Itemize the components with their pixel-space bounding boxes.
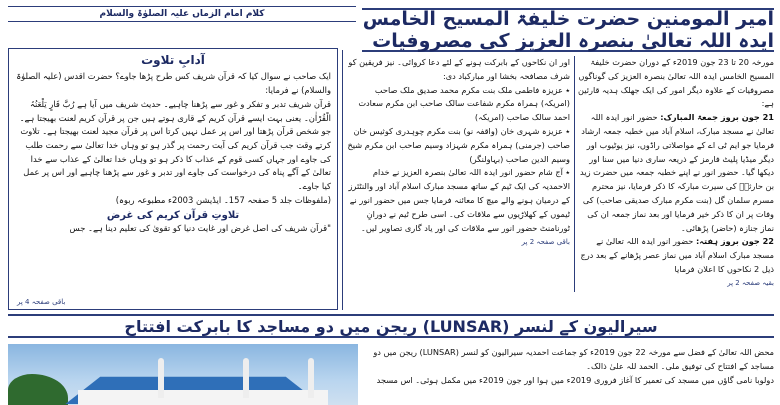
quote-header-bar: کلام امام الزماں علیہ الصلوٰۃ والسلام <box>8 6 356 22</box>
article-paragraph: دولوبا نامی گاؤں میں مسجد کی تعمیر کا آغاز فروری 2019ء میں ہوا اور جون 2019ء میں مکمل ہوئی۔ اس مسجد <box>376 374 774 385</box>
friday-text: حضور انور ایدہ اللہ تعالیٰ نے مسجد مبارک، اسلام آباد میں خطبہ جمعہ ارشاد فرمایا جو ایم ٹی اے کے مواصلاتی راڈوں، نیز یوٹیوب اور دیگر میڈیا پلیٹ فارمز کے ذریعہ ساری دنیا میں سنا اور دیکھا گیا۔ حضور انور نے اپنے خطبہ جمعہ میں حضرت زید بن حارثہؓ کی سیرت مبارکہ کا ذکر فرمایا، نیز محترم مسرم سلمان گل (بنت مکرم مبارک صدیقی صاحب) کی وفات پر ان کا ذکر خیر فرمایا اور بعد نماز جمعہ ان کی نماز جنازہ (حاضر) پڑھائی۔ <box>580 112 774 233</box>
saturday-text: حضور انور ایدہ اللہ تعالیٰ نے مسجد مبارک اسلام آباد میں نماز عصر پڑھانے کے بعد درج ذیل 2 نکاحوں کا اعلان فرمایا <box>580 236 774 274</box>
article-paragraph: محض اللہ تعالیٰ کے فضل سے مورخہ 22 جون 2019ء کو جماعت احمدیہ سیرالیون کو لنسر (LUNSAR) ریجن میں دو مساجد کے افتتاح کی توفیق ملی۔ الحمد للہ علیٰ ذالک۔ <box>373 347 774 371</box>
nikah-intro: اور ان نکاحوں کے بابرکت ہونے کے لئے دعا کروائی۔ نیز فریقین کو شرف مصافحہ بخشا اور مبارکباد دی: <box>348 57 570 81</box>
tilawat-title: آدابِ تلاوت <box>141 53 205 67</box>
middle-column <box>346 56 570 292</box>
continued-note: بقیہ صفحہ 2 پر <box>727 278 774 287</box>
friday-entry <box>578 111 774 235</box>
tilawat-question: ایک صاحب نے سوال کیا کہ قرآن شریف کس طرح پڑھا جاوے؟ حضرت اقدس (علیہ الصلوٰۃ والسلام) نے فرمایا: <box>16 71 331 95</box>
column-divider <box>342 50 343 310</box>
friday-label: 21 جون بروز جمعۃ المبارک: <box>660 112 774 123</box>
minaret <box>308 358 314 398</box>
continued-note: باقی صفحہ 2 پر <box>521 238 570 247</box>
mosque-wall <box>78 390 328 405</box>
tilawat-box <box>8 48 338 310</box>
article-body <box>366 346 774 405</box>
tilawat-answer: قرآن شریف تدبر و تفکر و غور سے پڑھنا چاہیے۔ حدیث شریف میں آیا ہے رُبَّ قَارٍ یَلْعَنُہُ الْقُرْاٰن۔ یعنی بہت ایسے قرآن کریم کے قاری ہوتے ہیں جن پر قرآن کریم لعنت بھیجتا ہے۔ جو شخص قرآن پڑھتا اور اس پر عمل نہیں کرتا اس پر قرآن مجید لعنت بھیجتا ہے۔ تلاوت کرتے وقت جب قرآن کریم کی آیت رحمت پر گذر ہو تو وہاں خدا تعالیٰ سے رحمت طلب کی جاوے اور جہاں کسی قوم کے عذاب کا ذکر ہو تو وہاں خدا تعالیٰ کے عذاب سے خدا تعالیٰ کے آگے پناہ کی درخواست کی جاوے اور تدبر و غور سے پڑھنا چاہیے اور اس پر عمل کیا جاوے۔ <box>19 99 331 191</box>
minaret <box>158 358 164 398</box>
tilawat-purpose: "قرآن شریف کی اصل غرض اور غایت دنیا کو تقویٰ کی تعلیم دینا ہے۔ جس <box>69 222 331 233</box>
intro-paragraph: مورخہ 20 تا 23 جون 2019ء کے دوران حضرت خلیفۃ المسیح الخامس ایدہ اللہ تعالیٰ بنصرہ العزیز کی گوناگوں مصروفیات کے علاوہ دیگر امور کی ایک جھلک ہدیہ قارئین ہے: <box>578 57 774 109</box>
nikah-1: ٭ عزیزہ فاطمی ملک بنت مکرم محمد صدیق ملک صاحب (امریکہ) ہمراہ مکرم شفاعت سالک صاحب ابن مکرم سعادت احمد سالک صاحب (امریکہ) <box>358 84 570 123</box>
trees <box>8 374 68 405</box>
tilawat-reference: (ملفوظات جلد 5 صفحہ 157۔ ایڈیشن 2003ء مطبوعہ ربوہ) <box>115 195 331 206</box>
column-divider <box>574 56 575 292</box>
saturday-entry <box>578 235 774 276</box>
right-column <box>578 56 774 292</box>
continued-note: باقی صفحہ 4 پر <box>17 298 66 306</box>
mosque-photo <box>8 344 358 405</box>
minaret <box>243 358 249 398</box>
evening-event: ٭ آج شام حضور انور ایدہ اللہ تعالیٰ بنصرہ العزیز نے خدام الاحمدیہ کی ایک ٹیم کے ساتھ مسجد مبارک اسلام آباد اور والنٹئرز کے درمیان ہونے والے میچ کا معائنہ فرمایا جس میں حضور انور نے ٹیموں کے کھلاڑیوں سے ملاقات کی۔ اسی طرح ٹیم نے دورانِ ٹورنامنٹ حضور انور سے ملاقات کی اور یاد گاری تصاویر لیں۔ <box>348 167 570 233</box>
tilawat-subtitle: تلاوتِ قرآن کریم کی غرض <box>106 209 240 221</box>
saturday-label: 22 جون بروز ہفتہ: <box>695 236 774 247</box>
main-headline: امیر المومنین حضرت خلیفۃ المسیح الخامس ایدہ اللہ تعالیٰ بنصرہ العزیز کی مصروفیات <box>362 8 774 52</box>
nikah-2: ٭ عزیزہ شہری خان (واقفہ نو) بنت مکرم چوہدری کوثیس خان صاحب (جرمنی) ہمراہ مکرم شہزاد وسیم صاحب ابن مکرم شیخ وسیم الدین صاحب (بہاولنگر) <box>347 125 570 164</box>
secondary-headline: سیرالیون کے لنسر (LUNSAR) ریجن میں دو مساجد کا بابرکت افتتاح <box>8 314 774 338</box>
